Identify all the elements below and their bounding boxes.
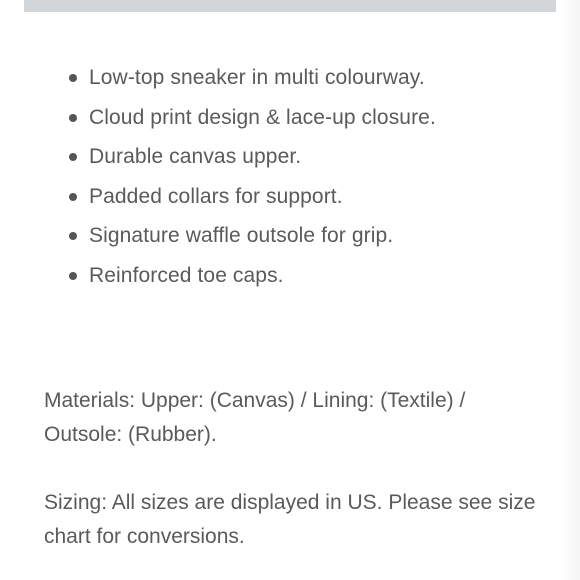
feature-list <box>66 64 436 302</box>
materials-text: Materials: Upper: (Canvas) / Lining: (Textile) / Outsole: (Rubber). <box>44 389 466 446</box>
list-item <box>66 143 436 183</box>
sizing-text: Sizing: All sizes are displayed in US. Please see size chart for conversions. <box>44 491 536 548</box>
bullet-icon <box>69 193 77 201</box>
list-item <box>66 222 436 262</box>
bullet-icon <box>69 114 77 122</box>
bullet-icon <box>69 232 77 240</box>
bullet-icon <box>69 74 77 82</box>
feature-text: Reinforced toe caps. <box>89 263 284 287</box>
page-edge-shadow <box>562 0 580 580</box>
feature-text: Cloud print design & lace-up closure. <box>89 105 436 129</box>
bullet-icon <box>69 153 77 161</box>
list-item <box>66 104 436 144</box>
list-item <box>66 64 436 104</box>
feature-text: Low-top sneaker in multi colourway. <box>89 66 425 89</box>
feature-text: Durable canvas upper. <box>89 145 302 169</box>
top-divider-bar <box>24 0 556 12</box>
list-item <box>66 262 436 302</box>
feature-text: Signature waffle outsole for grip. <box>89 224 394 248</box>
feature-text: Padded collars for support. <box>89 184 343 208</box>
list-item <box>66 183 436 223</box>
bullet-icon <box>69 272 77 280</box>
